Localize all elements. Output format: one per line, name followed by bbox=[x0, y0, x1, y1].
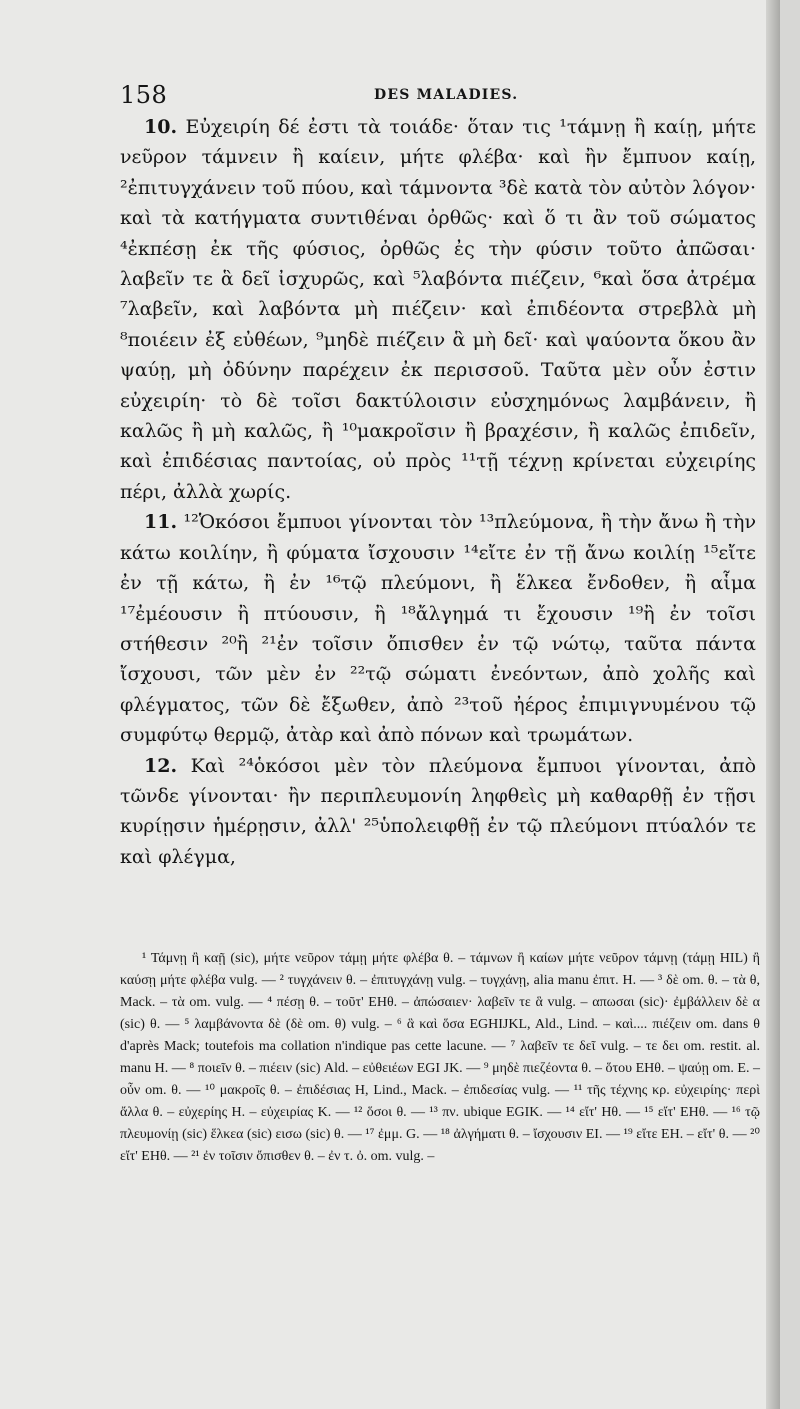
page-edge bbox=[766, 0, 780, 1409]
paragraph-text: ¹²Ὁκόσοι ἔμπυοι γίνονται τὸν ¹³πλεύμονα, ἢ τὴν ἄνω ἢ τὴν κάτω κοιλίην, ἢ φύματα ἴσχουσιν ¹⁴εἴτε ἐν τῇ ἄνω κοιλίῃ ¹⁵εἴτε ἐν τῇ κάτω, ἢ ἐν ¹⁶τῷ πλεύμονι, ἢ ἕλκεα ἔνδοθεν, ἢ αἷμα ¹⁷ἐμέουσιν ἢ πτύουσιν, ἢ ¹⁸ἄλγημά τι ἔχουσιν ¹⁹ἢ ἐν τοῖσι στήθεσιν ²⁰ἢ ²¹ἐν τοῖσιν ὄπισθεν ἐν τῷ νώτῳ, ταῦτα πάντα ἴσχουσι, τῶν μὲν ἐν ²²τῷ σώματι ἐνεόντων, ἀπὸ χολῆς καὶ φλέγματος, τῶν δὲ ἔξωθεν, ἀπὸ ²³τοῦ ἠέρος ἐπιμιγνυμένου τῷ συμφύτῳ θερμῷ, ἀτὰρ καὶ ἀπὸ πόνων καὶ τρωμάτων. bbox=[120, 511, 756, 747]
footnotes bbox=[120, 948, 760, 1168]
paragraph-number: 12. bbox=[144, 754, 178, 777]
paragraph-12 bbox=[120, 751, 756, 873]
running-title: DES MALADIES. bbox=[374, 87, 519, 103]
paragraph-text: Καὶ ²⁴ὁκόσοι μὲν τὸν πλεύμονα ἔμπυοι γίνονται, ἀπὸ τῶνδε γίνονται· ἢν περιπλευμονίη ληφθεὶς μὴ καθαρθῇ ἐν τῇσι κυρίῃσιν ἡμέρῃσιν, ἀλλ' ²⁵ὑπολειφθῇ ἐν τῷ πλεύμονι πτύαλόν τε καὶ φλέγμα, bbox=[120, 754, 757, 868]
paragraph-text: Εὐχειρίη δέ ἐστι τὰ τοιάδε· ὅταν τις ¹τάμνῃ ἢ καίῃ, μήτε νεῦρον τάμνειν ἢ καίειν, μήτε φλέβα· καὶ ἢν ἔμπυον καίῃ, ²ἐπιτυγχάνειν τοῦ πύου, καὶ τάμνοντα ³δὲ κατὰ τὸν αὐτὸν λόγον· καὶ τὰ κατήγματα συντιθέναι ὀρθῶς· καὶ ὅ τι ἂν τοῦ σώματος ⁴ἐκπέσῃ ἐκ τῆς φύσιος, ὀρθῶς ἐς τὴν φύσιν τοῦτο ἀπῶσαι· λαβεῖν τε ἃ δεῖ ἰσχυρῶς, καὶ ⁵λαβόντα πιέζειν, ⁶καὶ ὅσα ἀτρέμα ⁷λαβεῖν, καὶ λαβόντα μὴ πιέζειν· καὶ ἐπιδέοντα στρεβλὰ μὴ ⁸ποιέειν ἐξ εὐθέων, ⁹μηδὲ πιέζειν ἃ μὴ δεῖ· καὶ ψαύοντα ὅκου ἂν ψαύῃ, μὴ ὀδύνην παρέχειν ἐκ περισσοῦ. Ταῦτα μὲν οὖν ἐστιν εὐχειρίη· τὸ δὲ τοῖσι δακτύλοισιν εὐσχημόνως λαμβάνειν, ἢ καλῶς ἢ μὴ καλῶς, ἢ ¹⁰μακροῖσιν ἢ βραχέσιν, ἢ καλῶς ἐπιδεῖν, καὶ ἐπιδέσιας παντοίας, οὐ πρὸς ¹¹τῇ τέχνῃ κρίνεται εὐχειρίης πέρι, ἀλλὰ χωρίς. bbox=[120, 116, 756, 503]
main-text bbox=[120, 112, 756, 872]
footnote-block: ¹ Τάμνῃ ἢ καῇ (sic), μήτε νεῦρον τάμῃ μήτε φλέβα θ. – τάμνων ἢ καίων μήτε νεῦρον τάμνῃ (τάμῃ HIL) ἢ καύσῃ μήτε φλέβα vulg. — ² τυγχάνειν θ. – ἐπιτυγχάνῃ vulg. – τυγχάνῃ, alia manu ἐπιτ. H. — ³ δὲ om. θ. – τὰ θ, Mack. – τὰ om. vulg. — ⁴ πέσῃ θ. – τοῦτ' EHθ. – ἀπώσαιεν· λαβεῖν τε ἃ vulg. – απωσαι (sic)· ἐμβάλλειν δὲ α (sic) θ. — ⁵ λαμβάνοντα δὲ (δὲ om. θ) vulg. – ⁶ ἃ καὶ ὅσα EGHIJKL, Ald., Lind. – καὶ.... πιέζειν om. dans θ d'après Mack; toutefois ma collation n'indique pas cette lacune. — ⁷ λαβεῖν τε δεῖ vulg. – τε δει om. restit. al. manu H. — ⁸ ποιεῖν θ. – πιέειν (sic) Ald. – εὐθειέων EGI JK. — ⁹ μηδὲ πιεζέοντα θ. – ὅτου EHθ. – ψαύῃ om. E. – οὖν om. θ. — ¹⁰ μακροῖς θ. – ἐπιδέσιας H, Lind., Mack. – ἐπιδεσίας vulg. — ¹¹ τῆς τέχνης κρ. εὐχειρίης· περὶ ἄλλα θ. – εὐχερίης H. – εὐχειρίας K. — ¹² ὅσοι θ. — ¹³ πν. ubique EGIK. — ¹⁴ εἴτ' Hθ. — ¹⁵ εἴτ' EHθ. — ¹⁶ τῷ πλευμονίῃ (sic) ἕλκεα (sic) εισω (sic) θ. — ¹⁷ ἐμμ. G. — ¹⁸ ἀλγήματι θ. – ἴσχουσιν EI. — ¹⁹ εἴτε EH. – εἴτ' θ. — ²⁰ εἴτ' EHθ. — ²¹ ἐν τοῖσιν ὄπισθεν θ. – ἐν τ. ὀ. om. vulg. – bbox=[120, 951, 760, 1164]
page-number: 158 bbox=[120, 81, 168, 109]
page-header bbox=[120, 80, 760, 110]
paragraph-number: 10. bbox=[144, 116, 178, 138]
paragraph-number: 11. bbox=[144, 511, 178, 534]
paragraph-11 bbox=[120, 507, 756, 750]
paragraph-10 bbox=[120, 112, 756, 507]
